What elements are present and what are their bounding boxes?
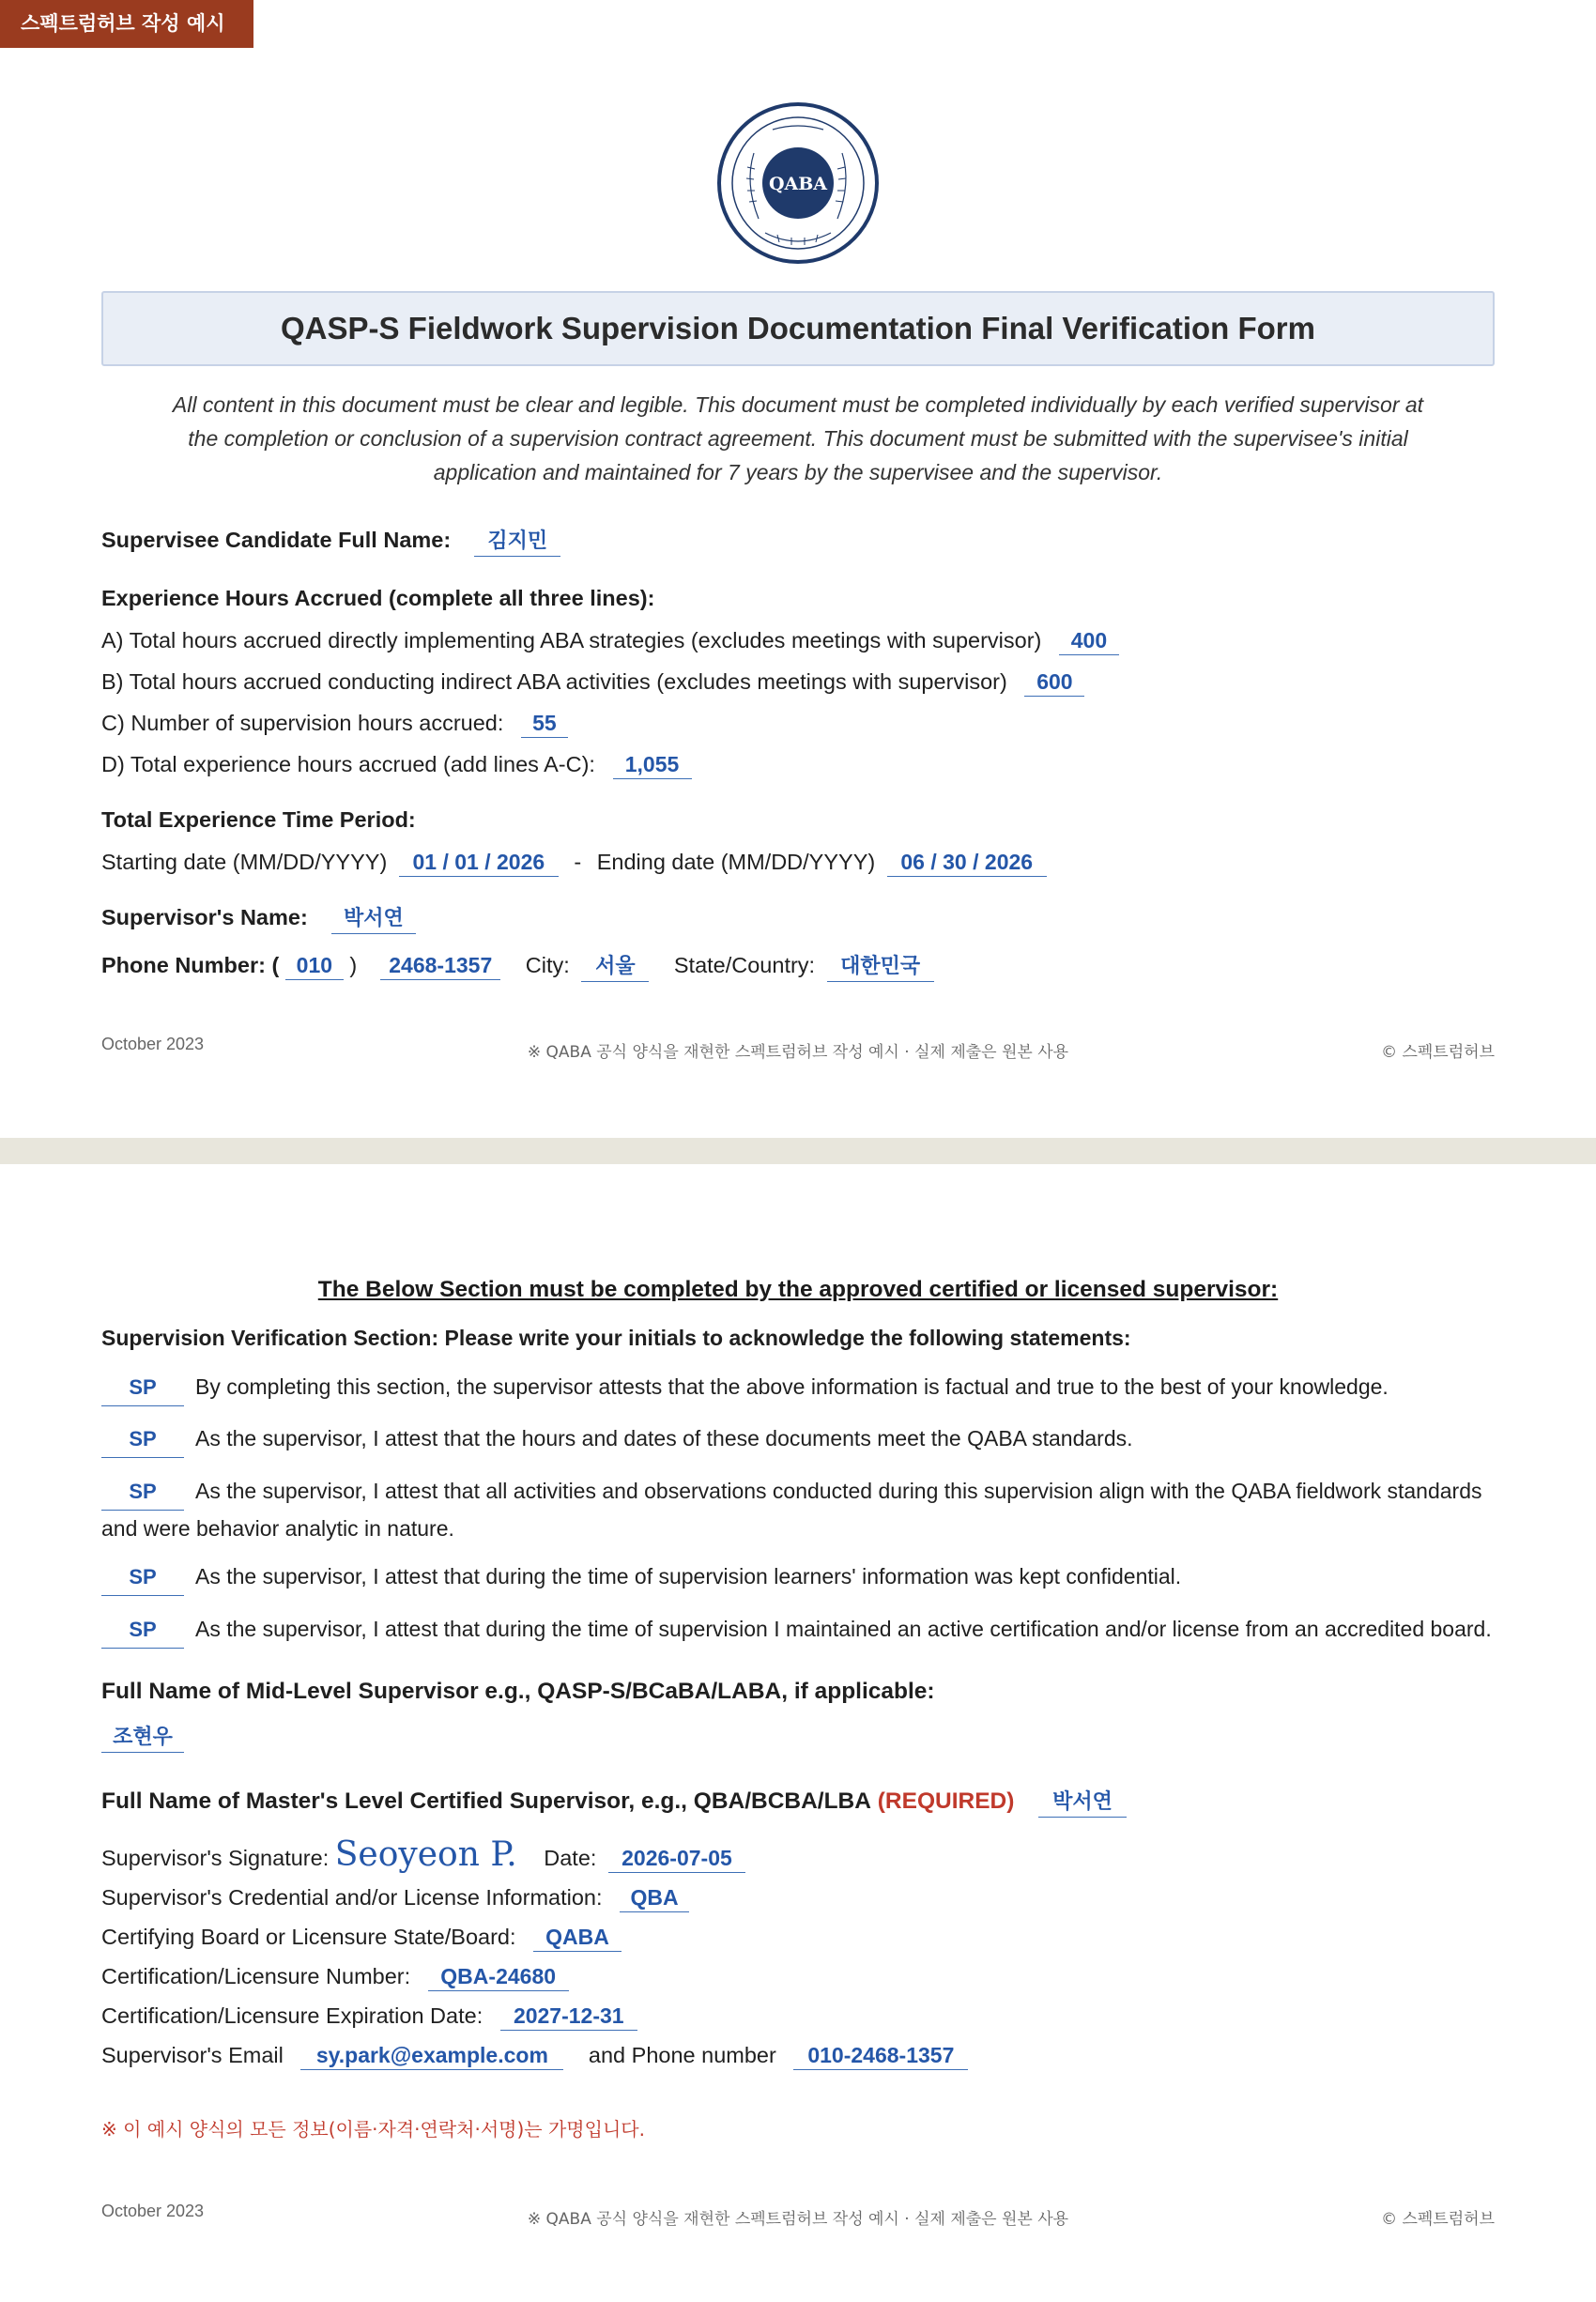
- period-heading: Total Experience Time Period:: [101, 807, 416, 832]
- expiration-field[interactable]: 2027-12-31: [500, 2002, 637, 2031]
- footer-copyright: © 스펙트럼허브: [1381, 2210, 1495, 2229]
- page-divider: [0, 1138, 1596, 1164]
- hours-label-c: C) Number of supervision hours accrued:: [101, 711, 504, 735]
- board-row: [101, 1921, 622, 1953]
- form-title: QASP-S Fieldwork Supervision Documentation Final Verification Form: [101, 291, 1495, 366]
- hours-label-b: B) Total hours accrued conducting indirect ABA activities (excludes meetings with supervisor): [101, 669, 1007, 694]
- phone-close-paren: ): [349, 953, 358, 977]
- statement-text: As the supervisor, I attest that all activities and observations conducted during this supervision align with the QABA fieldwork standards and were behavior analytic in nature.: [101, 1479, 1482, 1541]
- initials-field[interactable]: SP: [101, 1421, 184, 1458]
- candidate-name-field[interactable]: 김지민: [474, 528, 560, 557]
- initials-field[interactable]: SP: [101, 1612, 184, 1649]
- end-date-label: Ending date (MM/DD/YYYY): [596, 850, 876, 874]
- cert-number-field[interactable]: QBA-24680: [428, 1962, 569, 1991]
- board-label: Certifying Board or Licensure State/Board:: [101, 1925, 516, 1949]
- cert-number-row: [101, 1960, 569, 1992]
- credential-row: [101, 1881, 689, 1913]
- end-date-field[interactable]: 06 / 30 / 2026: [887, 848, 1047, 877]
- qaba-seal-logo: [716, 101, 880, 265]
- statement-text: As the supervisor, I attest that the hours and dates of these documents meet the QABA standards.: [195, 1426, 1133, 1450]
- contact-phone-label: and Phone number: [588, 2043, 776, 2067]
- initials-field[interactable]: SP: [101, 1559, 184, 1596]
- statement-row: [101, 1611, 1510, 1649]
- state-label: State/Country:: [673, 953, 816, 977]
- date-dash: -: [574, 850, 582, 874]
- mid-level-label: Full Name of Mid-Level Supervisor e.g., QASP-S/BCaBA/LABA, if applicable:: [101, 1679, 935, 1704]
- signature-label: Supervisor's Signature:: [101, 1846, 330, 1870]
- expiration-row: [101, 2000, 637, 2032]
- contact-phone-field[interactable]: 010-2468-1357: [793, 2041, 968, 2070]
- hours-field-d[interactable]: 1,055: [613, 750, 692, 779]
- hours-row-c: [101, 707, 568, 739]
- required-marker: (REQUIRED): [877, 1788, 1015, 1814]
- city-label: City:: [525, 953, 570, 977]
- supervisor-section-heading: The Below Section must be completed by the approved certified or licensed supervisor:: [317, 1277, 1279, 1302]
- hours-label-d: D) Total experience hours accrued (add lines A-C):: [101, 752, 595, 776]
- pseudonym-note: ※ 이 예시 양식의 모든 정보(이름·자격·연락처·서명)는 가명입니다.: [101, 2118, 645, 2141]
- seal-text: QABA: [768, 174, 828, 194]
- phone-number-field[interactable]: 2468-1357: [380, 951, 500, 980]
- statement-row: [101, 1369, 1510, 1406]
- signature-field[interactable]: Seoyeon P.: [334, 1835, 517, 1874]
- example-tag: 스펙트럼허브 작성 예시: [0, 0, 253, 48]
- signature-date-field[interactable]: 2026-07-05: [608, 1844, 745, 1873]
- footer-notice: ※ QABA 공식 양식을 재현한 스펙트럼허브 작성 예시 · 실제 제출은 원본 사용: [527, 2210, 1069, 2229]
- master-row: [101, 1786, 1127, 1818]
- email-label: Supervisor's Email: [101, 2043, 284, 2067]
- supervisor-name-field[interactable]: 박서연: [331, 905, 416, 934]
- footer-copyright: © 스펙트럼허브: [1381, 1043, 1495, 1062]
- statement-text: By completing this section, the supervisor attests that the above information is factual and true to the best of your knowledge.: [195, 1374, 1389, 1399]
- master-name-field[interactable]: 박서연: [1038, 1788, 1127, 1818]
- hours-row-b: [101, 666, 1084, 698]
- start-date-field[interactable]: 01 / 01 / 2026: [399, 848, 559, 877]
- email-field[interactable]: sy.park@example.com: [300, 2041, 563, 2070]
- start-date-label: Starting date (MM/DD/YYYY): [101, 850, 388, 874]
- statement-row: [101, 1558, 1510, 1596]
- hours-field-a[interactable]: 400: [1059, 626, 1119, 655]
- contact-row: [101, 2039, 968, 2071]
- master-label: Full Name of Master's Level Certified Supervisor, e.g., QBA/BCBA/LBA: [101, 1788, 871, 1814]
- phone-row: [101, 949, 934, 982]
- footer-date: October 2023: [101, 2202, 205, 2220]
- expiration-label: Certification/Licensure Expiration Date:: [101, 2003, 483, 2028]
- hours-field-c[interactable]: 55: [521, 709, 568, 738]
- hours-row-a: [101, 624, 1119, 656]
- supervisor-name-label: Supervisor's Name:: [101, 905, 308, 929]
- hours-field-b[interactable]: 600: [1024, 668, 1084, 697]
- hours-label-a: A) Total hours accrued directly implementing ABA strategies (excludes meetings with supervisor): [101, 628, 1042, 652]
- verification-heading: Supervision Verification Section: Please write your initials to acknowledge the following statements:: [101, 1326, 1131, 1350]
- credential-field[interactable]: QBA: [620, 1883, 689, 1912]
- period-row: [101, 846, 1047, 878]
- city-field[interactable]: 서울: [581, 953, 649, 982]
- mid-level-row: [101, 1720, 184, 1753]
- phone-area-field[interactable]: 010: [285, 951, 344, 980]
- intro-text: All content in this document must be clear and legible. This document must be completed individually by each verified supervisor at the completion or conclusion of a supervision contract agreement. This document must be submitted with the supervisee's initial application and maintained for 7 years by the supervisee and the supervisor.: [172, 392, 1424, 484]
- mid-level-name-field[interactable]: 조현우: [101, 1724, 184, 1753]
- form-page-2: [0, 1164, 1596, 2302]
- credential-label: Supervisor's Credential and/or License Information:: [101, 1885, 603, 1910]
- cert-number-label: Certification/Licensure Number:: [101, 1964, 411, 1988]
- initials-field[interactable]: SP: [101, 1370, 184, 1406]
- candidate-row: [101, 524, 560, 557]
- signature-row: [101, 1833, 745, 1880]
- supervisor-row: [101, 901, 416, 934]
- date-label: Date:: [544, 1846, 597, 1870]
- statement-row: [101, 1420, 1510, 1458]
- hours-row-d: [101, 748, 692, 780]
- board-field[interactable]: QABA: [533, 1923, 622, 1952]
- form-page-1: [0, 0, 1596, 1138]
- statement-text: As the supervisor, I attest that during the time of supervision I maintained an active certification and/or license from an accredited board.: [195, 1617, 1492, 1641]
- footer-date: October 2023: [101, 1035, 205, 1053]
- phone-label: Phone Number: (: [101, 953, 280, 977]
- footer-notice: ※ QABA 공식 양식을 재현한 스펙트럼허브 작성 예시 · 실제 제출은 원본 사용: [527, 1043, 1069, 1062]
- candidate-label: Supervisee Candidate Full Name:: [101, 528, 452, 552]
- statement-row: [101, 1473, 1510, 1546]
- initials-field[interactable]: SP: [101, 1474, 184, 1511]
- statement-text: As the supervisor, I attest that during the time of supervision learners' information was kept confidential.: [195, 1564, 1182, 1588]
- state-field[interactable]: 대한민국: [827, 953, 934, 982]
- hours-heading: Experience Hours Accrued (complete all three lines):: [101, 586, 655, 610]
